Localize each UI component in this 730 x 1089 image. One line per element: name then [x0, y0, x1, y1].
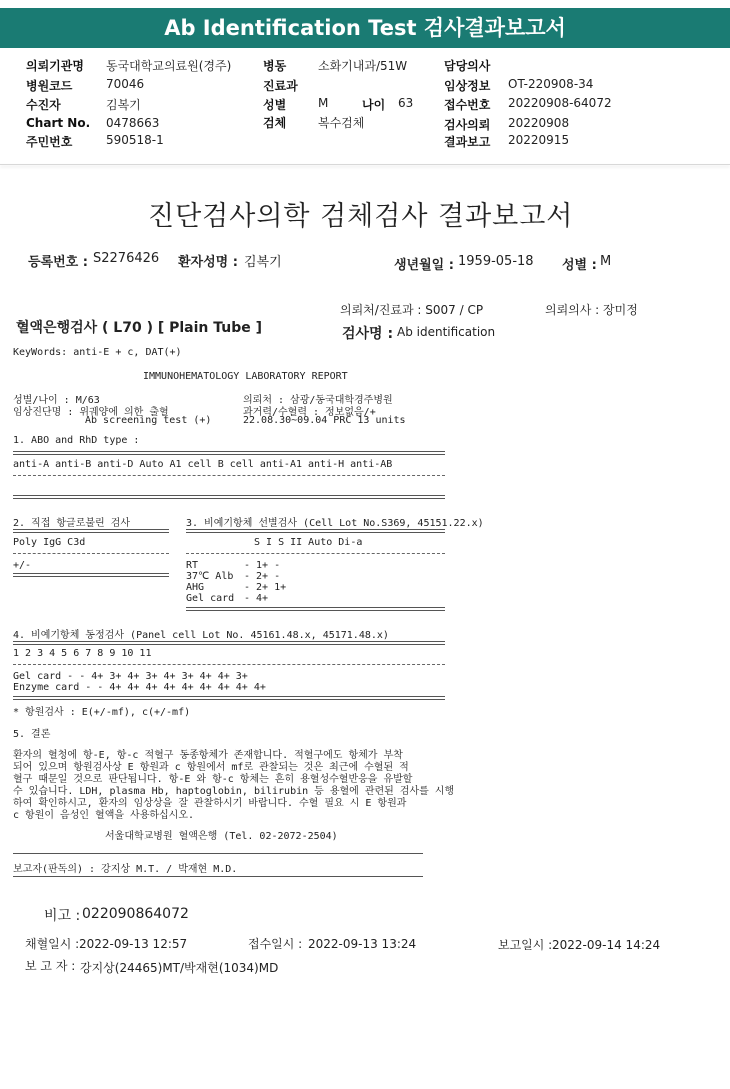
panel-columns: 1 2 3 4 5 6 7 8 9 10 11: [13, 648, 152, 659]
label-chart-no: Chart No.: [26, 116, 91, 130]
screening-row-values: - 2+ 1+: [244, 582, 287, 593]
rule: [13, 495, 445, 499]
screening-row-name: RT: [186, 560, 199, 571]
label-ward: 병동: [263, 59, 287, 73]
label-clinical-info: 임상정보: [444, 79, 491, 93]
abo-columns: anti-A anti-B anti-D Auto A1 cell B cell anti-A1 anti-H anti-AB: [13, 459, 393, 470]
receive-value: 2022-09-13 13:24: [308, 937, 417, 951]
value-resident-no: 590518-1: [106, 133, 164, 147]
hospital-contact: 서울대학교병원 혈액은행 (Tel. 02-2072-2504): [105, 831, 338, 842]
value-report-date: 20220915: [508, 133, 570, 147]
value-patient: 김복기: [106, 98, 141, 112]
report-value: 2022-09-14 14:24: [552, 938, 661, 952]
label-dept: 진료과: [263, 79, 298, 93]
rule: [13, 553, 169, 554]
rule: [13, 641, 445, 645]
exam-label: 검사명 :: [342, 326, 394, 342]
rule: [13, 696, 445, 700]
label-patient: 수진자: [26, 98, 61, 112]
name-label: 환자성명 :: [178, 255, 238, 270]
diagnosis-2: Ab screening test (+): [85, 415, 212, 426]
value-receipt-no: 20220908-64072: [508, 96, 612, 110]
label-age: 나이: [362, 98, 386, 112]
conclusion-line: 수 있습니다. LDH, plasma Hb, haptoglobin, bilirubin 등 용혈에 관련된 검사를 시행: [13, 786, 455, 797]
dob-value: 1959-05-18: [458, 254, 534, 269]
screening-columns: S I S II Auto Di-a: [254, 537, 363, 548]
history-2: 22.08.30~09.04 PRC 13 units: [243, 415, 406, 426]
rule: [13, 853, 423, 854]
note-label: 비고 :: [44, 908, 81, 924]
dat-columns: Poly IgG C3d: [13, 537, 86, 548]
report-banner: Ab Identification Test 검사결과보고서: [0, 8, 730, 48]
collect-label: 채혈일시 :: [25, 937, 80, 951]
report-label: 보고일시 :: [498, 938, 553, 952]
reporter-value: 강지상(24465)MT/박재현(1034)MD: [80, 961, 279, 975]
value-chart-no: 0478663: [106, 116, 160, 130]
value-request-date: 20220908: [508, 116, 570, 130]
rule: [13, 475, 445, 476]
conclusion-line: 하여 확인하시고, 환자의 임상상을 잘 관찰하시기 바랍니다. 수혈 필요 시 E 항원과: [13, 798, 407, 809]
label-hospital-code: 병원코드: [26, 79, 73, 93]
screening-row-name: Gel card: [186, 593, 235, 604]
value-ward: 소화기내과/51W: [318, 59, 408, 73]
reg-value: S2276426: [93, 251, 160, 266]
section-2-title: 2. 직접 항글로불린 검사: [13, 518, 131, 529]
rule: [13, 529, 169, 533]
lab-reporter: 보고자(판독의) : 강지상 M.T. / 박재현 M.D.: [13, 864, 238, 875]
section-1-title: 1. ABO and RhD type :: [13, 435, 140, 446]
section-4-title: 4. 비예기항체 동정검사 (Panel cell Lot No. 45161.48.x, 45171.48.x): [13, 630, 389, 641]
keywords: KeyWords: anti-E + c, DAT(+): [13, 347, 182, 358]
conclusion-line: 혈구 때문일 것으로 판단됩니다. 항-E 와 항-c 항체는 흔히 용혈성수혈반응을 유발할: [13, 774, 413, 785]
screening-row-name: 37℃ Alb: [186, 571, 234, 582]
dat-values: +/-: [13, 560, 32, 571]
panel-gel-card: Gel card - - 4+ 3+ 4+ 3+ 4+ 3+ 4+ 4+ 3+: [13, 671, 248, 682]
label-sex: 성별: [263, 98, 287, 112]
label-doctor: 담당의사: [444, 59, 491, 73]
note-value: 022090864072: [82, 906, 189, 922]
lab-title: IMMUNOHEMATOLOGY LABORATORY REPORT: [143, 371, 348, 382]
receive-label: 접수일시 :: [248, 937, 303, 951]
value-hospital-code: 70046: [106, 77, 145, 91]
label-receipt-no: 접수번호: [444, 98, 491, 112]
rule: [186, 529, 445, 533]
label-institution: 의뢰기관명: [26, 59, 84, 73]
doctor-info: 의뢰의사 : 장미정: [545, 303, 638, 317]
rule: [13, 451, 445, 455]
label-request-date: 검사의뢰: [444, 118, 491, 132]
collect-value: 2022-09-13 12:57: [79, 937, 188, 951]
rule: [186, 553, 445, 554]
value-specimen: 복수검체: [318, 116, 365, 130]
rule: [186, 607, 445, 611]
screening-row-values: - 2+ -: [244, 571, 281, 582]
referrer: 의뢰처 : 삼광/동국대학경주병원: [243, 395, 393, 406]
reporter-label: 보 고 자 :: [25, 959, 76, 973]
diagnosis: 임상진단명 : 위궤양에 의한 출혈: [13, 407, 169, 418]
value-sex: M: [318, 96, 329, 110]
report-title: 진단검사의학 검체검사 결과보고서: [148, 201, 574, 232]
rule: [13, 573, 169, 577]
section-title: 혈액은행검사 ( L70 ) [ Plain Tube ]: [16, 320, 263, 336]
sex-label: 성별 :: [562, 258, 597, 273]
sex-age: 성별/나이 : M/63: [13, 395, 100, 406]
value-age: 63: [398, 96, 414, 110]
dob-label: 생년월일 :: [394, 258, 454, 273]
label-report-date: 결과보고: [444, 135, 491, 149]
section-5-title: 5. 결론: [13, 729, 51, 740]
dept-info: 의뢰처/진료과 : S007 / CP: [340, 303, 484, 317]
name-value: 김복기: [244, 255, 282, 270]
rule: [13, 664, 445, 665]
sex-value: M: [600, 254, 612, 269]
conclusion-line: c 항원이 음성인 혈액을 사용하십시오.: [13, 810, 195, 821]
label-resident-no: 주민번호: [26, 135, 73, 149]
antigen-test: * 항원검사 : E(+/-mf), c(+/-mf): [13, 707, 191, 718]
history: 과거력/수혈력 : 정보없음/+: [243, 407, 376, 418]
screening-row-values: - 1+ -: [244, 560, 281, 571]
panel-enzyme-card: Enzyme card - - 4+ 4+ 4+ 4+ 4+ 4+ 4+ 4+ 4+: [13, 682, 266, 693]
value-clinical-info: OT-220908-34: [508, 77, 594, 91]
screening-row-values: - 4+: [244, 593, 269, 604]
rule: [13, 876, 423, 877]
label-specimen: 검체: [263, 116, 287, 130]
screening-row-name: AHG: [186, 582, 205, 593]
reg-label: 등록번호 :: [28, 255, 88, 270]
section-3-title: 3. 비예기항체 선별검사 (Cell Lot No.S369, 45151.22.x): [186, 518, 484, 529]
value-institution: 동국대학교의료원(경주): [106, 59, 232, 73]
conclusion-line: 되어 있으며 항원검사상 E 항원과 c 항원에서 mf로 관찰되는 것은 최근에 수혈된 적: [13, 762, 409, 773]
conclusion-line: 환자의 혈청에 항-E, 항-c 적혈구 동종항체가 존재합니다. 적혈구에도 항체가 부착: [13, 750, 403, 761]
header-divider: [0, 164, 730, 165]
exam-value: Ab identification: [397, 325, 496, 339]
